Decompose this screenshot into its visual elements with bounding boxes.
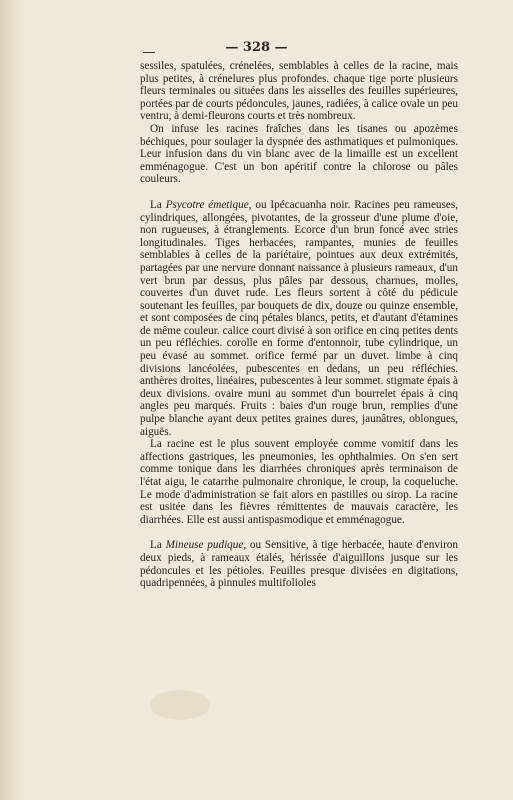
page-gutter-shadow [0, 0, 22, 800]
plant-name-italic: Mineuse pudique, [165, 539, 247, 552]
paragraph-2 [140, 123, 458, 186]
page-number: — 328 — [225, 40, 288, 55]
paragraph-text: sessiles, spatulées, crénelées, semblables à celles de la racine, mais plus petites, à crénelures plus profondes. chaque tige porte plusieurs fleurs terminales ou situées dans les aisselles des feuilles supérieures, portées par de courts pédoncules, jaunes, radiées, à calice ovale un peu ventru, à demi-fleurons courts et très nombreux. [140, 60, 458, 123]
paragraph-text: La racine est le plus souvent employée comme vomitif dans les affections gastriques, les pneumonies, les ophthalmies. On s'en sert comme tonique dans les diarrhées chroniques après terminaison de l'état aigu, le catarrhe pulmonaire chronique, le croup, la coqueluche. Le mode d'administration se fait alors en pastilles ou sirop. La racine est usitée dans les fièvres rémittentes de mauvais caractère, les diarrhées. Elle est aussi antispasmodique et emménagogue. [140, 438, 458, 526]
plant-name-italic: Psycotre émetique, [165, 198, 252, 211]
paragraph-text: La [150, 539, 166, 552]
paragraph-text: La [150, 198, 166, 211]
page-body [140, 60, 458, 590]
page-header [0, 40, 513, 55]
paragraph-text: On infuse les racines fraîches dans les tisanes ou apozèmes béchiques, pour soulager la dyspnée des asthmatiques et pulmoniques. Leur infusion dans du vin blanc avec de la limaille est un excellent emménagogue. C'est un bon apéritif contre la chlorose ou pâles couleurs. [140, 122, 458, 186]
header-rule [143, 52, 155, 53]
paragraph-5 [140, 539, 458, 589]
paragraph-4 [140, 438, 458, 526]
paragraph-1 [140, 60, 458, 123]
paragraph-text: ou Ipécacuanha noir. Racines peu rameuses, cylindriques, allongées, pivotantes, de la grosseur d'une plume d'oie, non rugueuses, à étranglements. Ecorce d'un brun foncé avec stries longitudinales. Tiges herbacées, rampantes, munies de feuilles semblables à celles de la pariétaire, pointues aux deux extrémités, partagées par une nervure donnant naissance à plusieurs rameaux, d'un vert brun par dessus, plus pâles par dessous, charnues, molles, couvertes d'un duvet rude. Les fleurs sortent à côté du pédicule soutenant les feuilles, par bouquets de dix, douze ou quinze ensemble, et sont composées de cinq pétales blancs, petits, et d'autant d'étamines de même couleur. calice court divisé à son orifice en cinq petites dents un peu réfléchies. corolle en forme d'entonnoir, tube cylindrique, un peu évasé au sommet. orifice fermé par un duvet. limbe à cinq divisions lancéolées, pubescentes en dedans, un peu réfléchies. anthères droites, linéaires, pubescentes à leur sommet. stigmate épais à deux divisions. ovaire muni au sommet d'un bourrelet épais à cinq angles peu marqués. Fruits : baies d'un rouge brun, remplies d'une pulpe blanche ayant deux petites graines dures, jaunâtres, oblongues, aiguës. [140, 198, 458, 438]
paper-stain [150, 690, 210, 720]
paragraph-text: ou Sensitive, à tige herbacée, haute d'environ deux pieds, à rameaux étalés, hérissée d'aiguillons jusque sur les pédoncules et les pétioles. Feuilles presque divisées en digitations, quadripennées, à pinnules multifolioles [140, 539, 458, 590]
paragraph-3 [140, 199, 458, 438]
